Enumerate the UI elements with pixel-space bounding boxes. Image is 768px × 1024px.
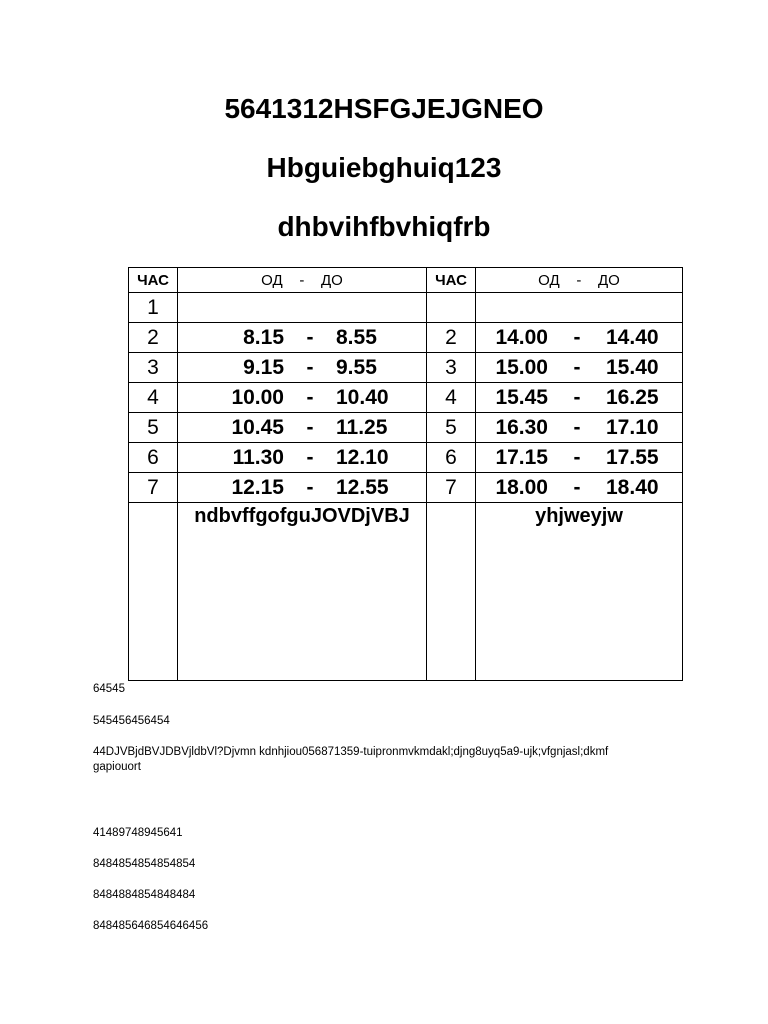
- footer-note-right: yhjweyjw: [476, 503, 683, 681]
- time-range-right: [476, 473, 683, 503]
- time-dash-left: -: [306, 355, 314, 379]
- hour-right: 5: [427, 413, 476, 443]
- time-to-right: 18.40: [606, 475, 659, 499]
- time-from-right: 14.00: [495, 325, 548, 349]
- time-dash-left: -: [306, 475, 314, 499]
- time-range-right: [476, 383, 683, 413]
- time-range-left: [178, 443, 427, 473]
- time-to-right: 17.55: [606, 445, 659, 469]
- hour-right: 7: [427, 473, 476, 503]
- time-to-left: 12.55: [336, 475, 389, 499]
- footer-empty-right: [427, 503, 476, 681]
- time-range-right: [476, 323, 683, 353]
- time-dash-left: -: [306, 415, 314, 439]
- time-dash-left: -: [306, 445, 314, 469]
- note-line: 64545: [93, 683, 125, 695]
- title-line-3: dhbvihfbvhiqfrb: [277, 211, 491, 242]
- time-dash-right: -: [573, 445, 581, 469]
- hour-right: [427, 293, 476, 323]
- hour-left: 6: [129, 443, 178, 473]
- time-to-left: 11.25: [336, 415, 388, 439]
- time-to-right: 17.10: [606, 415, 659, 439]
- time-from-right: 17.15: [495, 445, 548, 469]
- footer-note-left: ndbvffgofguJOVDjVBJ: [178, 503, 427, 681]
- time-dash-left: -: [306, 385, 314, 409]
- time-from-right: 15.45: [495, 385, 548, 409]
- time-range-right: [476, 413, 683, 443]
- time-from-left: 11.30: [232, 445, 284, 469]
- table-row: [129, 473, 683, 503]
- time-from-left: 8.15: [243, 325, 284, 349]
- time-from-left: 12.15: [231, 475, 284, 499]
- time-range-left: [178, 353, 427, 383]
- table-header-row: [129, 268, 683, 293]
- hour-right: 2: [427, 323, 476, 353]
- header-range-right: ОД - ДО: [476, 268, 683, 293]
- time-range-left: [178, 323, 427, 353]
- time-range-left: [178, 413, 427, 443]
- note-line: 41489748945641: [93, 827, 183, 839]
- time-dash-right: -: [573, 385, 581, 409]
- table-footer-row: [129, 503, 683, 681]
- hour-left: 7: [129, 473, 178, 503]
- time-range-left: [178, 473, 427, 503]
- table-row: [129, 353, 683, 383]
- table-row: [129, 293, 683, 323]
- note-line: 44DJVBjdBVJDBVjldbVl?Djvmn kdnhjiou056871359-tuipronmvkmdakl;djng8uyq5a9-ujk;vfgnjasl;dkmfgapiouort: [93, 746, 609, 773]
- time-dash-right: -: [573, 325, 581, 349]
- time-to-left: 9.55: [336, 355, 377, 379]
- table-row: [129, 443, 683, 473]
- hour-left: 5: [129, 413, 178, 443]
- time-to-left: 10.40: [336, 385, 389, 409]
- hour-right: 4: [427, 383, 476, 413]
- hour-right: 3: [427, 353, 476, 383]
- time-from-left: 10.00: [231, 385, 284, 409]
- time-dash-right: -: [573, 415, 581, 439]
- schedule-table: [128, 267, 683, 681]
- title-line-2: Hbguiebghuiq123: [266, 152, 502, 183]
- hour-left: 2: [129, 323, 178, 353]
- title-line-1: 5641312HSFGJEJGNEO: [224, 93, 544, 124]
- time-range-right: [476, 293, 683, 323]
- table-row: [129, 383, 683, 413]
- header-hour-left: ЧАС: [129, 268, 178, 293]
- time-from-right: 15.00: [495, 355, 548, 379]
- table-row: [129, 323, 683, 353]
- time-range-right: [476, 353, 683, 383]
- time-dash-right: -: [573, 355, 581, 379]
- time-dash-right: -: [573, 475, 581, 499]
- time-to-right: 14.40: [606, 325, 659, 349]
- time-to-left: 8.55: [336, 325, 377, 349]
- header-range-left: ОД - ДО: [178, 268, 427, 293]
- time-from-right: 18.00: [495, 475, 548, 499]
- footer-empty-left: [129, 503, 178, 681]
- time-range-left: [178, 383, 427, 413]
- time-to-left: 12.10: [336, 445, 389, 469]
- time-from-left: 10.45: [231, 415, 284, 439]
- time-range-left: [178, 293, 427, 323]
- hour-left: 4: [129, 383, 178, 413]
- hour-right: 6: [427, 443, 476, 473]
- time-range-right: [476, 443, 683, 473]
- note-line: 8484854854854854: [93, 858, 196, 870]
- time-from-right: 16.30: [495, 415, 548, 439]
- table-row: [129, 413, 683, 443]
- hour-left: 3: [129, 353, 178, 383]
- hour-left: 1: [129, 293, 178, 323]
- note-line: 545456456454: [93, 715, 170, 727]
- time-from-left: 9.15: [243, 355, 284, 379]
- time-to-right: 15.40: [606, 355, 659, 379]
- time-dash-left: -: [306, 325, 314, 349]
- header-hour-right: ЧАС: [427, 268, 476, 293]
- note-line: 8484884854848484: [93, 889, 196, 901]
- note-line: 848485646854646456: [93, 920, 209, 932]
- time-to-right: 16.25: [606, 385, 659, 409]
